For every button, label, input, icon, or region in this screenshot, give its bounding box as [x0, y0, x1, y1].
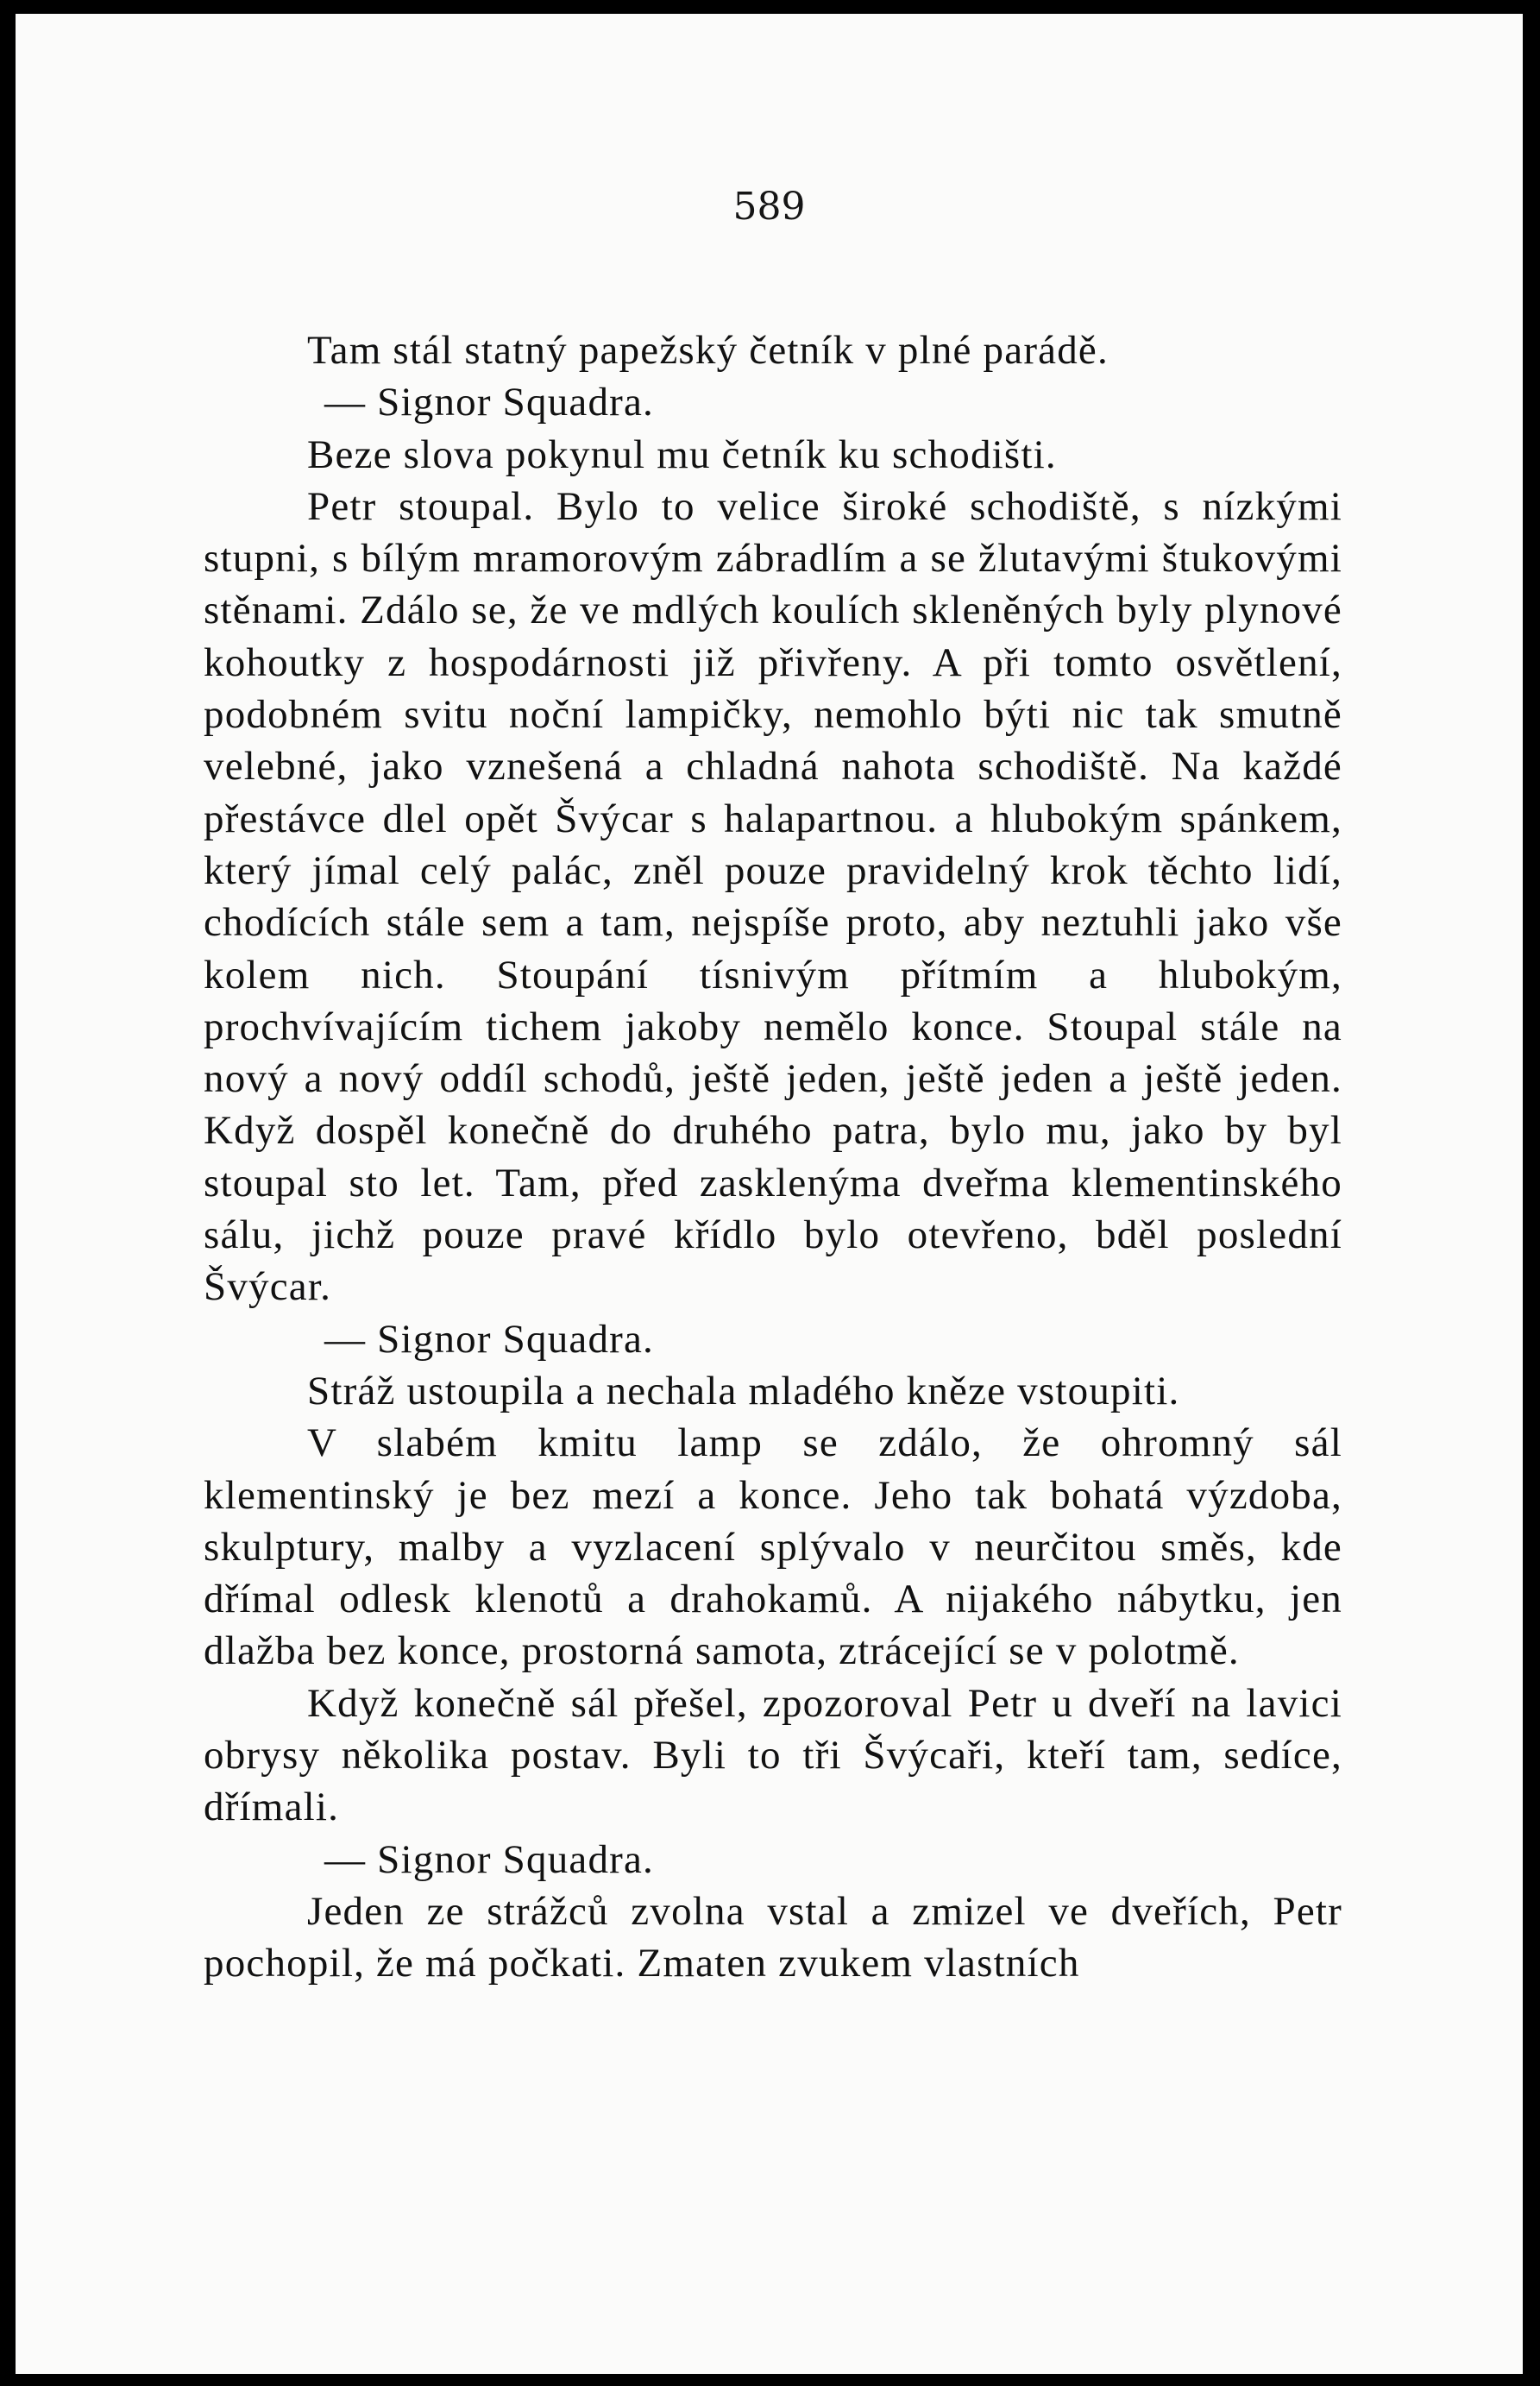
book-page — [16, 14, 1523, 2374]
dialogue-line: — Signor Squadra. — [324, 1836, 655, 1882]
page-number: 589 — [732, 185, 806, 229]
paragraph: Když konečně sál přešel, zpozoroval Petr u dveří na lavici obrysy několika postav. Byli to tři Švýcaři, kteří tam, sedíce, dřímali. — [204, 1680, 1342, 1830]
paragraph: Tam stál statný papežský četník v plné parádě. — [307, 328, 1109, 373]
dialogue-line: — Signor Squadra. — [324, 1316, 655, 1362]
paragraph: V slabém kmitu lamp se zdálo, že ohromný sál klementinský je bez mezí a konce. Jeho tak bohatá výzdoba, skulptury, malby a vyzlacení splývalo v neurčitou směs, kde dřímal odlesk klenotů a drahokamů. A nijakého nábytku, jen dlažba bez konce, prostorná samota, ztrácející se v polotmě. — [204, 1420, 1342, 1674]
paragraph: Stráž ustoupila a nechala mladého kněze vstoupiti. — [307, 1368, 1180, 1413]
paragraph: Petr stoupal. Bylo to velice široké schodiště, s nízkými stupni, s bílým mramorovým zábradlím a se žlutavými štukovými stěnami. Zdálo se, že ve mdlých koulích skleněných byly plynové kohoutky z hospodárnosti již přivřeny. A při tomto osvětlení, podobném svitu noční lampičky, nemohlo býti nic tak smutně velebné, jako vznešená a chladná nahota schodiště. Na každé přestávce dlel opět Švýcar s halapartnou. a hlubokým spánkem, který jímal celý palác, zněl pouze pravidelný krok těchto lidí, chodících stále sem a tam, nejspíše proto, aby neztuhli jako vše kolem nich. Stoupání tísnivým přítmím a hlubokým, prochvívajícím tichem jakoby nemělo konce. Stoupal stále na nový a nový oddíl schodů, ještě jeden, ještě jeden a ještě jeden. Když dospěl konečně do druhého patra, bylo mu, jako by byl stoupal sto let. Tam, před zasklenýma dveřma klementinského sálu, jichž pouze pravé křídlo bylo otevřeno, bděl poslední Švýcar. — [204, 483, 1342, 1310]
paragraph: Beze slova pokynul mu četník ku schodišti. — [307, 431, 1057, 477]
paragraph: Jeden ze strážců zvolna vstal a zmizel ve dveřích, Petr pochopil, že má počkati. Zmaten zvukem vlastních — [204, 1888, 1342, 1986]
dialogue-line: — Signor Squadra. — [324, 380, 655, 425]
body-text — [204, 324, 1342, 1990]
